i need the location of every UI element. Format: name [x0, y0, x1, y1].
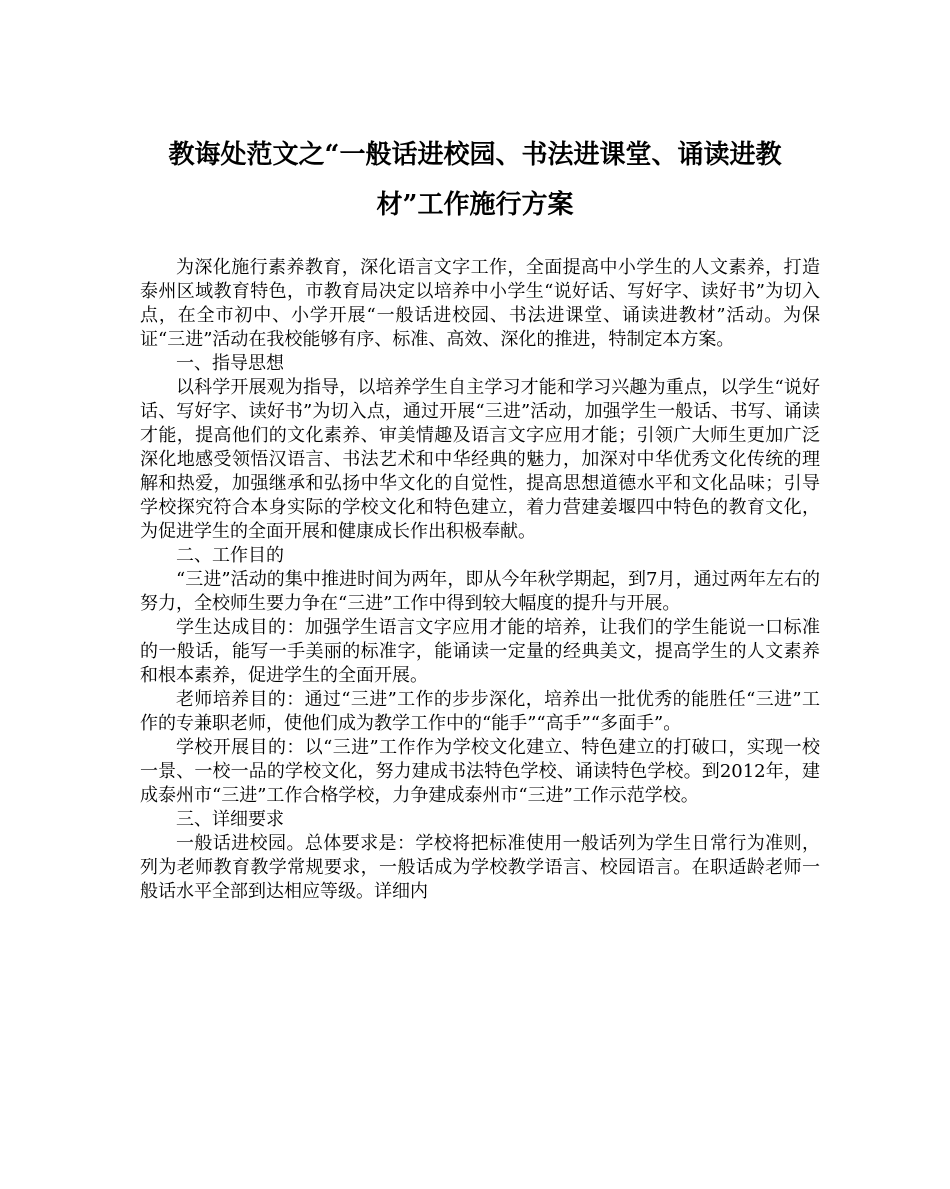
section-heading-guiding-thought: 一、指导思想 — [176, 353, 284, 374]
paragraph-teacher-goals: 老师培养目的：通过“三进”工作的步步深化，培养出一批优秀的能胜任“三进”工作的专兼职老师，使他们成为教学工作中的“能手”“高手”“多面手”。 — [140, 689, 820, 734]
paragraph-requirements: 一般话进校园。总体要求是：学校将把标准使用一般话列为学生日常行为准则，列为老师教育教学常规要求，一般话成为学校教学语言、校园语言。在职适龄老师一般话水平全部到达相应等级。详细内 — [140, 833, 820, 902]
section-heading-requirements: 三、详细要求 — [176, 809, 284, 830]
paragraph-guiding-thought: 以科学开展观为指导，以培养学生自主学习才能和学习兴趣为重点，以学生“说好话、写好字、读好书”为切入点，通过开展“三进”活动，加强学生一般话、书写、诵读才能，提高他们的文化素养、审美情趣及语言文字应用才能；引领广大师生更加广泛深化地感受领悟汉语言、书法艺术和中华经典的魅力，加深对中华优秀文化传统的理解和热爱，加强继承和弘扬中华文化的自觉性，提高思想道德水平和文化品味；引导学校探究符合本身实际的学校文化和特色建立，着力营建姜堰四中特色的教育文化，为促进学生的全面开展和健康成长作出积极奉献。 — [140, 377, 820, 542]
section-heading-work-goals: 二、工作目的 — [176, 545, 284, 566]
paragraph-student-goals: 学生达成目的：加强学生语言文字应用才能的培养，让我们的学生能说一口标准的一般话，能写一手美丽的标准字，能诵读一定量的经典美文，提高学生的人文素养和根本素养，促进学生的全面开展。 — [140, 617, 820, 686]
paragraph-work-goals: “三进”活动的集中推进时间为两年，即从今年秋学期起，到7月，通过两年左右的努力，全校师生要力争在“三进”工作中得到较大幅度的提升与开展。 — [140, 569, 820, 614]
paragraph-school-goals: 学校开展目的：以“三进”工作作为学校文化建立、特色建立的打破口，实现一校一景、一校一品的学校文化，努力建成书法特色学校、诵读特色学校。到2012年，建成泰州市“三进”工作合格学校，力争建成泰州市“三进”工作示范学校。 — [140, 737, 820, 806]
document-title — [120, 130, 830, 230]
paragraph-intro: 为深化施行素养教育，深化语言文字工作，全面提高中小学生的人文素养，打造泰州区域教育特色，市教育局决定以培养中小学生“说好话、写好字、读好书”为切入点，在全市初中、小学开展“一般话进校园、书法进课堂、诵读进教材”活动。为保证“三进”活动在我校能够有序、标准、高效、深化的推进，特制定本方案。 — [140, 257, 820, 350]
document-body — [140, 256, 820, 904]
title-line-2: 材”工作施行方案 — [376, 190, 574, 220]
title-line-1: 教诲处范文之“一般话进校园、书法进课堂、诵读进教 — [168, 140, 782, 170]
